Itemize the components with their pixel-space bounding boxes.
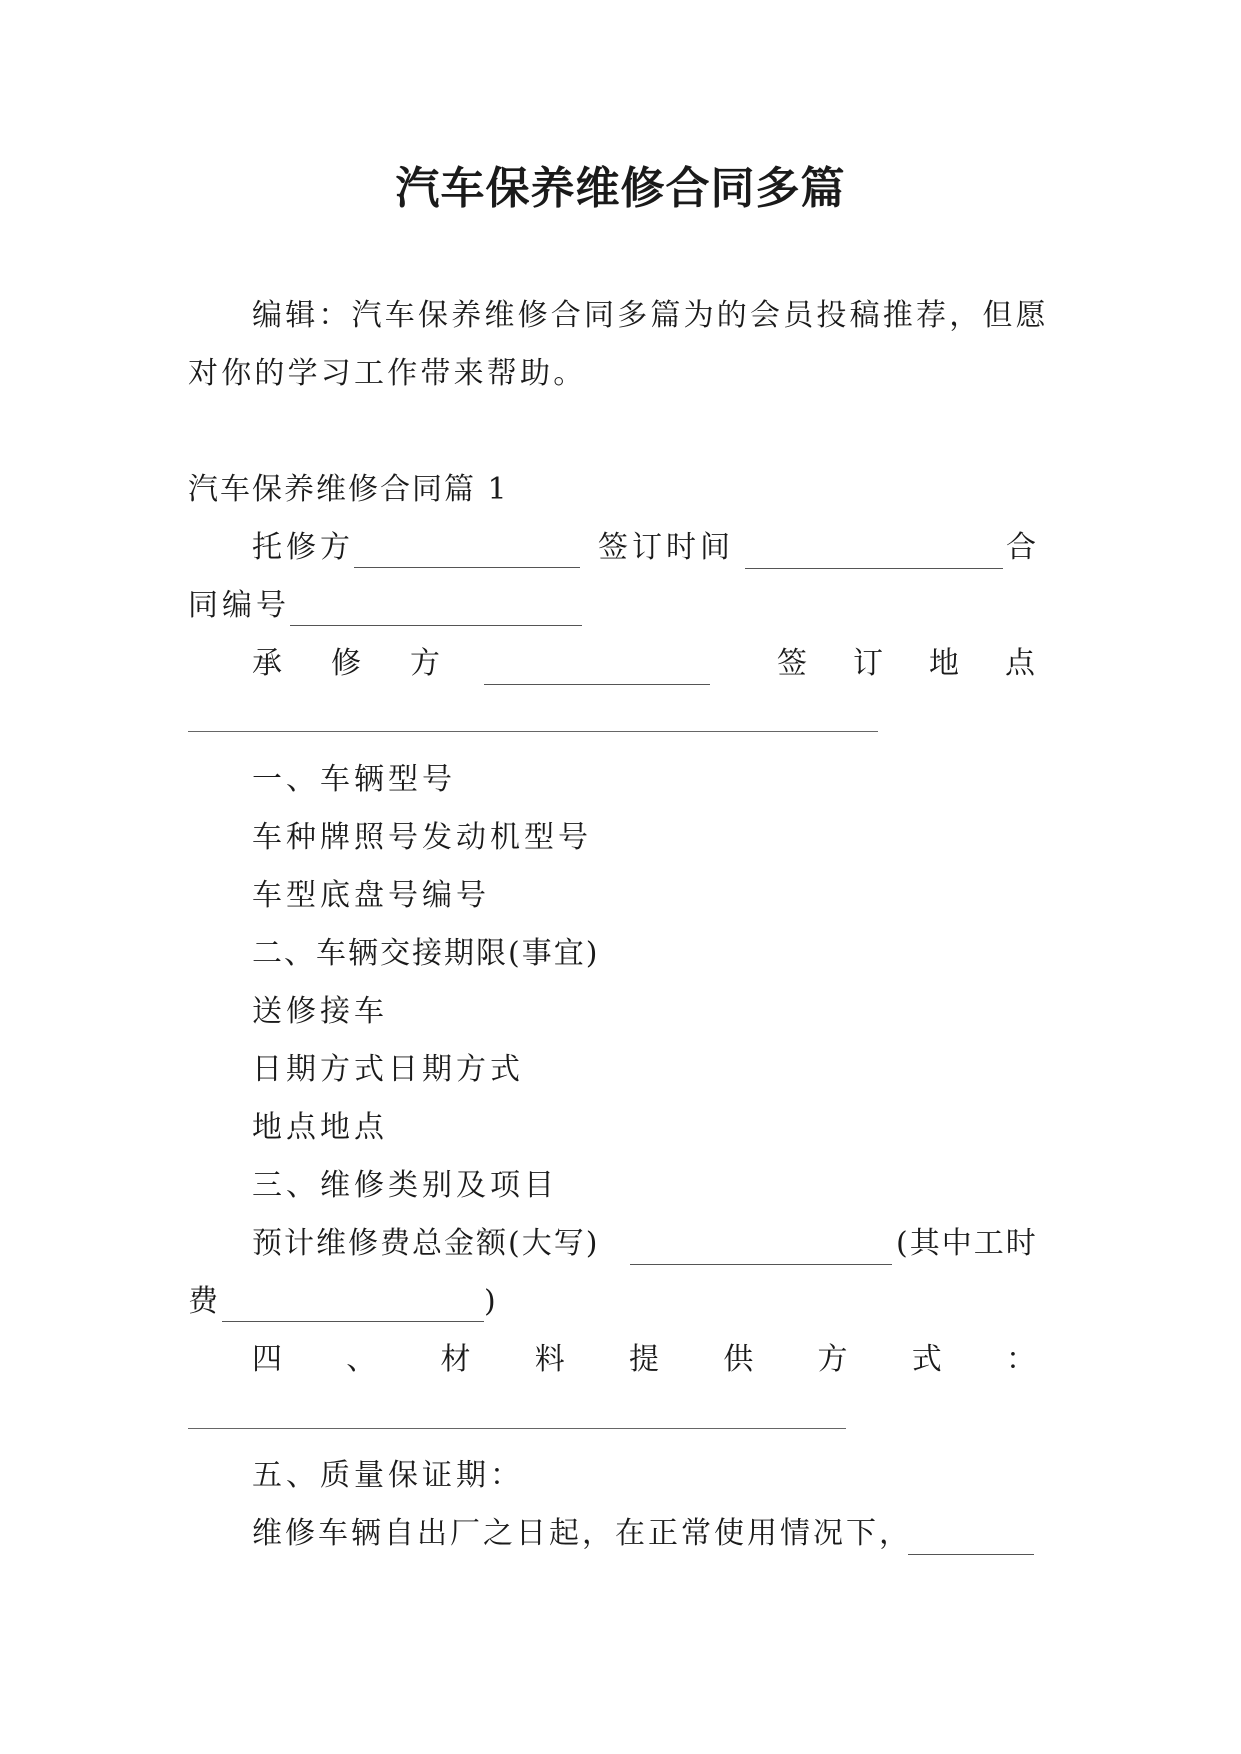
contract-no-row [188,586,582,626]
fee-paren-label: (其中工时 [896,1226,1038,1261]
labor-fee-row [188,1282,500,1322]
document-title: 汽车保养维修合同多篇 [395,163,846,214]
item2-line-c: 地点地点 [252,1110,388,1145]
item1-heading: 一、车辆型号 [252,762,456,797]
item3-heading: 三、维修类别及项目 [252,1168,558,1203]
section-heading: 汽车保养维修合同篇 1 [188,472,509,507]
contract-no-blank [290,593,582,626]
client-blank [354,535,580,568]
item4-blank [188,1428,846,1429]
item2-line-a: 送修接车 [252,994,388,1029]
warranty-blank [908,1522,1034,1555]
labor-fee-blank [222,1289,484,1322]
sign-time-row [598,528,734,568]
fee-row [252,1224,599,1264]
item1-line-a: 车种牌照号发动机型号 [252,820,592,855]
intro-paragraph-line2: 对你的学习工作带来帮助。 [188,356,587,391]
intro-paragraph-line1: 编辑：汽车保养维修合同多篇为的会员投稿推荐，但愿 [252,298,1049,333]
contractor-label: 承 修 方 [252,646,440,681]
contractor-blank [484,652,710,685]
item1-line-b: 车型底盘号编号 [252,878,490,913]
item2-line-b: 日期方式日期方式 [252,1052,524,1087]
sign-time-label: 签订时间 [598,530,734,565]
warranty-text: 维修车辆自出厂之日起，在正常使用情况下， [252,1516,912,1551]
fee-blank [630,1232,892,1265]
item4-heading: 四 、 材 料 提 供 方 式 ： [252,1342,1036,1377]
sign-time-blank [745,536,1003,569]
item2-heading: 二、车辆交接期限(事宜) [252,936,600,971]
contract-no-label: 同编号 [188,588,290,623]
warranty-row [252,1514,912,1554]
contract-he-text: 合 [1006,530,1040,565]
item5-heading: 五、质量保证期： [252,1458,524,1493]
labor-fee-close: ) [484,1284,500,1319]
client-row [252,528,580,568]
fee-label: 预计维修费总金额(大写) [252,1226,600,1261]
client-label: 托修方 [252,530,354,565]
sign-place-blank [188,731,878,732]
sign-place-label: 签 订 地 点 [777,646,1035,681]
labor-fee-label: 费 [188,1284,222,1319]
